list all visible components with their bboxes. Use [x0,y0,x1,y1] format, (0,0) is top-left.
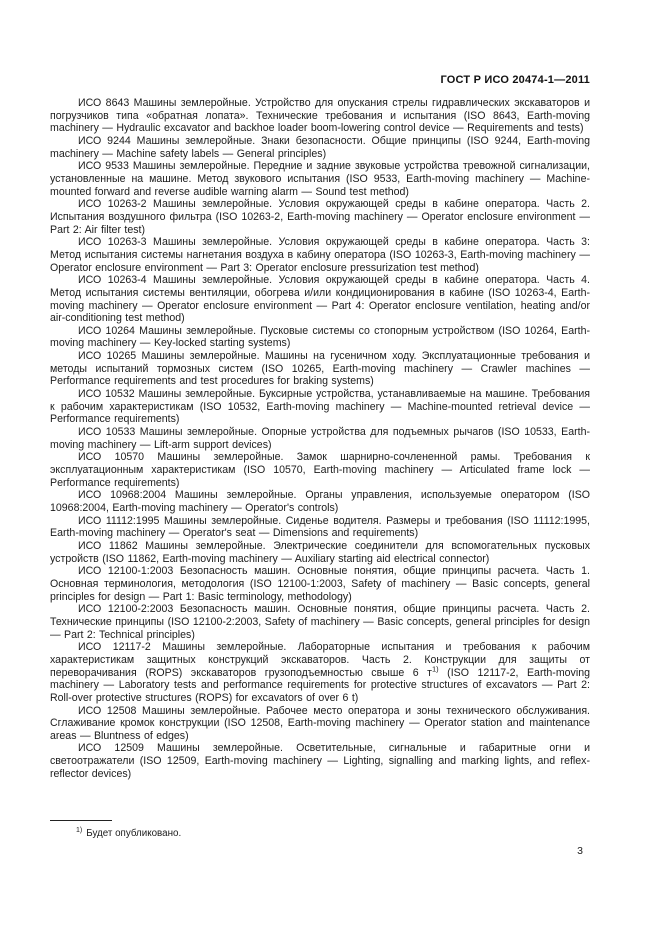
reference-paragraph: ИСО 9533 Машины землеройные. Передние и задние звуковые устройства тревожной сигнализации, установленные на машине. Метод звукового испытания (ISO 9533, Earth-moving machinery — Machine-mounted forward and reverse audible warning alarm — Sound test method) [50,160,590,198]
reference-paragraph-with-footnote-ref [50,641,590,704]
reference-paragraph: ИСО 10265 Машины землеройные. Машины на гусеничном ходу. Эксплуатационные требования и методы испытаний тормозных систем (ISO 10265, Earth-moving machinery — Crawler machines — Performance requirements and test procedures for braking systems) [50,350,590,388]
page-number: 3 [577,845,583,857]
reference-paragraph: ИСО 10533 Машины землеройные. Опорные устройства для подъемных рычагов (ISO 10533, Earth-moving machinery — Lift-arm support devices) [50,426,590,451]
reference-text-after-marker: (ISO 12117-2, Earth-moving machinery — Laboratory tests and performance requirements for protective structures of excavators — Part 2: Roll-over protective structures (ROPS) for excavators of over 6 t) [50,666,590,704]
footnote-divider [50,820,112,821]
reference-paragraph: ИСО 11112:1995 Машины землеройные. Сиденье водителя. Размеры и требования (ISO 11112:1995, Earth-moving machinery — Operator's seat — Dimensions and requirements) [50,514,590,540]
reference-paragraph: ИСО 11862 Машины землеройные. Электрические соединители для вспомогательных пусковых устройств (ISO 11862, Earth-moving machinery — Auxiliary starting aid electrical connector) [50,539,590,565]
footnote-marker: 1) [76,826,83,834]
reference-paragraph: ИСО 10263-4 Машины землеройные. Условия окружающей среды в кабине оператора. Часть 4. Метод испытания системы вентиляции, обогрева и/или кондиционирования в кабине (ISO 10263-4, Earth-moving machinery — Operator enclosure environment — Part 4: Operator enclosure ventilation, heating and/or air-conditioning test method) [50,274,590,325]
footnote-block [50,820,590,840]
reference-paragraph: ИСО 10263-2 Машины землеройные. Условия окружающей среды в кабине оператора. Часть 2. Испытания воздушного фильтра (ISO 10263-2, Earth-moving machinery — Operator enclosure environment — Part 2: Air filter test) [50,198,590,236]
reference-paragraph: ИСО 12509 Машины землеройные. Осветительные, сигнальные и габаритные огни и светоотражатели (ISO 12509, Earth-moving machinery — Lighting, signalling and marking lights, and reflex-reflector devices) [50,742,590,780]
reference-paragraph: ИСО 12100-1:2003 Безопасность машин. Основные понятия, общие принципы расчета. Часть 1. Основная терминология, методология (ISO 12100-1:2003, Safety of machinery — Basic concepts, general principles for design — Part 1: Basic terminology, methodology) [50,565,590,603]
document-code-header: ГОСТ Р ИСО 20474-1—2011 [440,74,590,86]
footnote-label: Будет опубликовано. [86,828,182,839]
reference-paragraph: ИСО 10570 Машины землеройные. Замок шарнирно-сочлененной рамы. Требования к эксплуатационным характеристикам (ISO 10570, Earth-moving machinery — Articulated frame lock — Performance requirements) [50,451,590,489]
footnote-text [50,828,590,840]
reference-paragraph: ИСО 10264 Машины землеройные. Пусковые системы со стопорным устройством (ISO 10264, Earth-moving machinery — Key-locked starting systems) [50,324,590,350]
reference-paragraph: ИСО 12508 Машины землеройные. Рабочее место оператора и зоны технического обслуживания. Сглаживание кромок конструкции (ISO 12508, Earth-moving machinery — Operator station and maintenance areas — Bluntness of edges) [50,704,590,742]
reference-paragraph: ИСО 10968:2004 Машины землеройные. Органы управления, используемые оператором (ISO 10968:2004, Earth-moving machinery — Operator's controls) [50,489,590,514]
reference-paragraph: ИСО 10263-3 Машины землеройные. Условия окружающей среды в кабине оператора. Часть 3: Метод испытания системы нагнетания воздуха в кабину оператора (ISO 10263-3, Earth-moving machinery — Operator enclosure environment — Part 3: Operator enclosure pressurization test method) [50,236,590,274]
footnote-reference-marker: 1) [431,664,439,673]
reference-paragraph: ИСО 10532 Машины землеройные. Буксирные устройства, устанавливаемые на машине. Требования к рабочим характеристикам (ISO 10532, Earth-moving machinery — Machine-mounted retrieval device — Performance requirements) [50,388,590,426]
reference-paragraph: ИСО 9244 Машины землеройные. Знаки безопасности. Общие принципы (ISO 9244, Earth-moving machinery — Machine safety labels — General principles) [50,134,590,160]
reference-text-before-marker: ИСО 12117-2 Машины землеройные. Лабораторные испытания и требования к рабочим характеристикам защитных конструкций экскаваторов. Часть 2. Конструкции для защиты от переворачивания (ROPS) экскаваторов грузоподъемностью свыше 6 т [50,641,590,679]
reference-paragraph: ИСО 12100-2:2003 Безопасность машин. Основные понятия, общие принципы расчета. Часть 2. Технические принципы (ISO 12100-2:2003, Safety of machinery — Basic concepts, general principles for design — Part 2: Technical principles) [50,603,590,641]
references-list [50,97,590,780]
reference-paragraph: ИСО 8643 Машины землеройные. Устройство для опускания стрелы гидравлических экскаваторов и погрузчиков типа «обратная лопата». Технические требования и испытания (ISO 8643, Earth-moving machinery — Hydraulic excavator and backhoe loader boom-lowering control device — Requirements and tests) [50,97,590,135]
